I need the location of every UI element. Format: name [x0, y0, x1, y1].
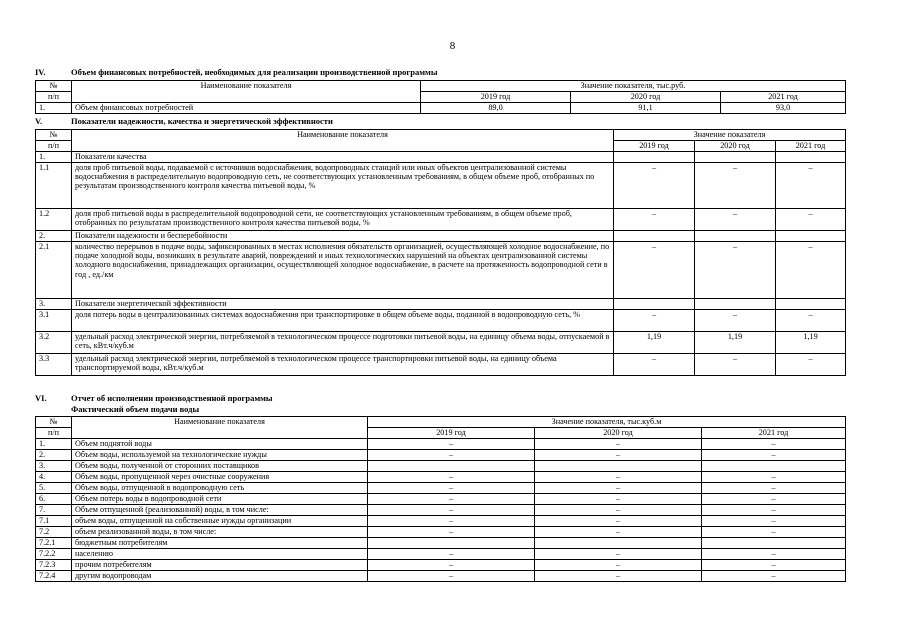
row-name: доля проб питьевой воды в распределительной водопроводной сети, не соответствующих установленным требованиям, в общем объеме проб, отобранных по результатам производственного контроля качества питьевой воды, %: [72, 209, 614, 231]
section-6-title: Отчет об исполнении производственной программы: [71, 393, 273, 403]
table-row: [36, 209, 846, 231]
year-header: 2021 год: [776, 141, 846, 152]
row-number: 3.: [36, 299, 72, 310]
row-value: –: [535, 439, 702, 450]
row-value: [776, 231, 846, 242]
year-header: 2019 год: [368, 428, 535, 439]
row-value: [695, 231, 776, 242]
row-value: –: [535, 549, 702, 560]
row-number: 3.2: [36, 332, 72, 354]
table-row: [36, 450, 846, 461]
row-value: –: [695, 242, 776, 299]
col-name-header: Наименование показателя: [72, 417, 368, 439]
row-value: 1,19: [695, 332, 776, 354]
row-number: 3.3: [36, 354, 72, 376]
financial-needs-table: [35, 80, 846, 114]
row-name: количество перерывов в подаче воды, зафиксированных в местах исполнения обязательств организацией, осуществляющей холодное водоснабжение, по подаче холодной воды, возникших в результате аварий, повреждений и иных технологических нарушений на объектах централизованной системы холодного водоснабжения, принадлежащих организации, осуществляющей холодное водоснабжение, в расчете на протяженность водопроводной сети в год , ед./км: [72, 242, 614, 299]
row-value: [695, 152, 776, 163]
row-value: –: [535, 483, 702, 494]
row-value: –: [776, 242, 846, 299]
row-value: –: [702, 439, 846, 450]
row-value: –: [702, 505, 846, 516]
row-value: –: [368, 516, 535, 527]
row-value: [776, 299, 846, 310]
row-value: –: [702, 560, 846, 571]
row-value: –: [535, 505, 702, 516]
col-number-subheader: п/п: [36, 428, 72, 439]
row-value: –: [368, 472, 535, 483]
row-number: 3.1: [36, 310, 72, 332]
row-number: 1.: [36, 152, 72, 163]
row-name: Объем воды, используемой на технологические нужды: [72, 450, 368, 461]
section-6-heading: [35, 394, 845, 404]
row-value: –: [368, 439, 535, 450]
row-value: 89,0: [421, 103, 571, 114]
col-name-header: Наименование показателя: [72, 81, 421, 103]
row-value: –: [614, 209, 695, 231]
row-number: 2.1: [36, 242, 72, 299]
row-value: –: [776, 354, 846, 376]
row-name: Объем отпущенной (реализованной) воды, в том числе:: [72, 505, 368, 516]
row-value: –: [702, 472, 846, 483]
row-value: 93,0: [721, 103, 846, 114]
col-number-header: №: [36, 130, 72, 141]
row-value: –: [535, 494, 702, 505]
row-value: –: [368, 549, 535, 560]
row-value: –: [614, 242, 695, 299]
row-value: –: [695, 209, 776, 231]
row-number: 2.: [36, 231, 72, 242]
table-row: [36, 472, 846, 483]
row-value: –: [702, 527, 846, 538]
row-number: 7.: [36, 505, 72, 516]
year-header: 2019 год: [614, 141, 695, 152]
table-row: [36, 505, 846, 516]
row-name: другим водопроводам: [72, 571, 368, 582]
section-6-subtitle: Фактический объем подачи воды: [71, 404, 200, 414]
table-row: [36, 242, 846, 299]
table-row: [36, 560, 846, 571]
row-number: 1.: [36, 439, 72, 450]
year-header: 2020 год: [695, 141, 776, 152]
section-5-heading: [35, 117, 845, 127]
row-value: –: [702, 549, 846, 560]
row-value: –: [702, 571, 846, 582]
table-row: [36, 163, 846, 209]
row-value: –: [702, 483, 846, 494]
section-5-number: V.: [35, 116, 43, 126]
row-value: 91,1: [571, 103, 721, 114]
year-header: 2021 год: [702, 428, 846, 439]
row-value: –: [368, 505, 535, 516]
table-row: [36, 494, 846, 505]
row-name: объем реализованной воды, в том числе:: [72, 527, 368, 538]
row-number: 5.: [36, 483, 72, 494]
table-row: [36, 354, 846, 376]
row-name: объем воды, отпущенной на собственные нужды организации: [72, 516, 368, 527]
year-header: 2020 год: [571, 92, 721, 103]
row-value: –: [535, 527, 702, 538]
reliability-table: [35, 129, 846, 376]
row-value: 1,19: [776, 332, 846, 354]
row-value: –: [695, 163, 776, 209]
row-value: 1,19: [614, 332, 695, 354]
row-value: –: [695, 310, 776, 332]
row-name: Объем воды, полученной от сторонних поставщиков: [72, 461, 368, 472]
row-value: –: [614, 310, 695, 332]
row-number: 7.1: [36, 516, 72, 527]
page-number: 8: [449, 40, 456, 52]
row-value: –: [368, 483, 535, 494]
row-name: доля проб питьевой воды, подаваемой с источников водоснабжения, водопроводных станций или иных объектов централизованной системы водоснабжения в распределительную водопроводную сеть, не соответствующих установленным требованиям, в общем объеме проб, отобранных по результатам производственного контроля качества питьевой воды, %: [72, 163, 614, 209]
row-value: –: [368, 571, 535, 582]
table-row: [36, 103, 846, 114]
table-row: [36, 516, 846, 527]
row-name: Объем поднятой воды: [72, 439, 368, 450]
row-value: –: [368, 494, 535, 505]
col-name-header: Наименование показателя: [72, 130, 614, 152]
row-number: 6.: [36, 494, 72, 505]
col-number-header: №: [36, 417, 72, 428]
row-value: –: [776, 209, 846, 231]
row-value: –: [535, 516, 702, 527]
row-value: [614, 152, 695, 163]
row-value: [535, 538, 702, 549]
row-number: 4.: [36, 472, 72, 483]
row-number: 2.: [36, 450, 72, 461]
row-name: доля потерь воды в централизованных системах водоснабжения при транспортировке в общем объеме воды, поданной в водопроводную сеть, %: [72, 310, 614, 332]
row-name: удельный расход электрической энергии, потребляемой в технологическом процессе подготовки питьевой воды, на единицу объема воды, отпускаемой в сеть, кВт.ч/куб.м: [72, 332, 614, 354]
table-row: [36, 332, 846, 354]
row-value: –: [368, 560, 535, 571]
row-value: –: [702, 450, 846, 461]
row-value: [535, 461, 702, 472]
row-name: Объем воды, отпущенной в водопроводную сеть: [72, 483, 368, 494]
row-value: [695, 299, 776, 310]
year-header: 2019 год: [421, 92, 571, 103]
row-value: –: [535, 472, 702, 483]
row-number: 7.2: [36, 527, 72, 538]
row-number: 7.2.1: [36, 538, 72, 549]
row-name: Показатели качества: [72, 152, 614, 163]
row-number: 1.2: [36, 209, 72, 231]
row-name: населению: [72, 549, 368, 560]
row-name: Объем финансовых потребностей: [72, 103, 421, 114]
row-value: –: [368, 527, 535, 538]
section-6-number: VI.: [35, 393, 47, 403]
table-row: [36, 483, 846, 494]
table-row: [36, 310, 846, 332]
row-number: 7.2.2: [36, 549, 72, 560]
row-name: Показатели надежности и бесперебойности: [72, 231, 614, 242]
row-number: 7.2.4: [36, 571, 72, 582]
row-value: –: [535, 571, 702, 582]
row-value: –: [535, 560, 702, 571]
table-row: [36, 461, 846, 472]
section-4-number: IV.: [35, 67, 46, 77]
row-value: [614, 231, 695, 242]
row-name: прочим потребителям: [72, 560, 368, 571]
row-name: удельный расход электрической энергии, потребляемой в технологическом процессе транспортировки питьевой воды, на единицу объема транспортируемой воды, кВт.ч/куб.м: [72, 354, 614, 376]
row-value: –: [702, 494, 846, 505]
col-number-header: №: [36, 81, 72, 92]
row-value: [702, 461, 846, 472]
row-number: 1.1: [36, 163, 72, 209]
table-row: [36, 152, 846, 163]
row-value: [368, 538, 535, 549]
table-row: [36, 527, 846, 538]
col-number-subheader: п/п: [36, 141, 72, 152]
table-row: [36, 549, 846, 560]
row-value: –: [695, 354, 776, 376]
section-4-heading: [35, 68, 845, 78]
row-value: –: [702, 516, 846, 527]
section-4-title: Объем финансовых потребностей, необходимых для реализации производственной программы: [71, 67, 438, 77]
table-row: [36, 299, 846, 310]
row-value: –: [776, 310, 846, 332]
row-value: –: [614, 354, 695, 376]
row-name: бюджетным потребителям: [72, 538, 368, 549]
year-header: 2021 год: [721, 92, 846, 103]
row-name: Показатели энергетической эффективности: [72, 299, 614, 310]
row-number: 1.: [36, 103, 72, 114]
table-row: [36, 231, 846, 242]
row-value: [702, 538, 846, 549]
col-value-header: Значение показателя, тыс.руб.: [421, 81, 846, 92]
col-value-header: Значение показателя: [614, 130, 846, 141]
row-value: –: [776, 163, 846, 209]
table-row: [36, 538, 846, 549]
row-number: 7.2.3: [36, 560, 72, 571]
row-value: –: [614, 163, 695, 209]
row-name: Объем потерь воды в водопроводной сети: [72, 494, 368, 505]
water-supply-table: [35, 416, 846, 582]
row-value: [368, 461, 535, 472]
col-number-subheader: п/п: [36, 92, 72, 103]
table-row: [36, 439, 846, 450]
col-value-header: Значение показателя, тыс.куб.м: [368, 417, 846, 428]
row-name: Объем воды, пропущенной через очистные сооружения: [72, 472, 368, 483]
row-value: –: [535, 450, 702, 461]
year-header: 2020 год: [535, 428, 702, 439]
row-value: [776, 152, 846, 163]
row-number: 3.: [36, 461, 72, 472]
row-value: –: [368, 450, 535, 461]
row-value: [614, 299, 695, 310]
section-5-title: Показатели надежности, качества и энергетической эффективности: [71, 116, 333, 126]
table-row: [36, 571, 846, 582]
